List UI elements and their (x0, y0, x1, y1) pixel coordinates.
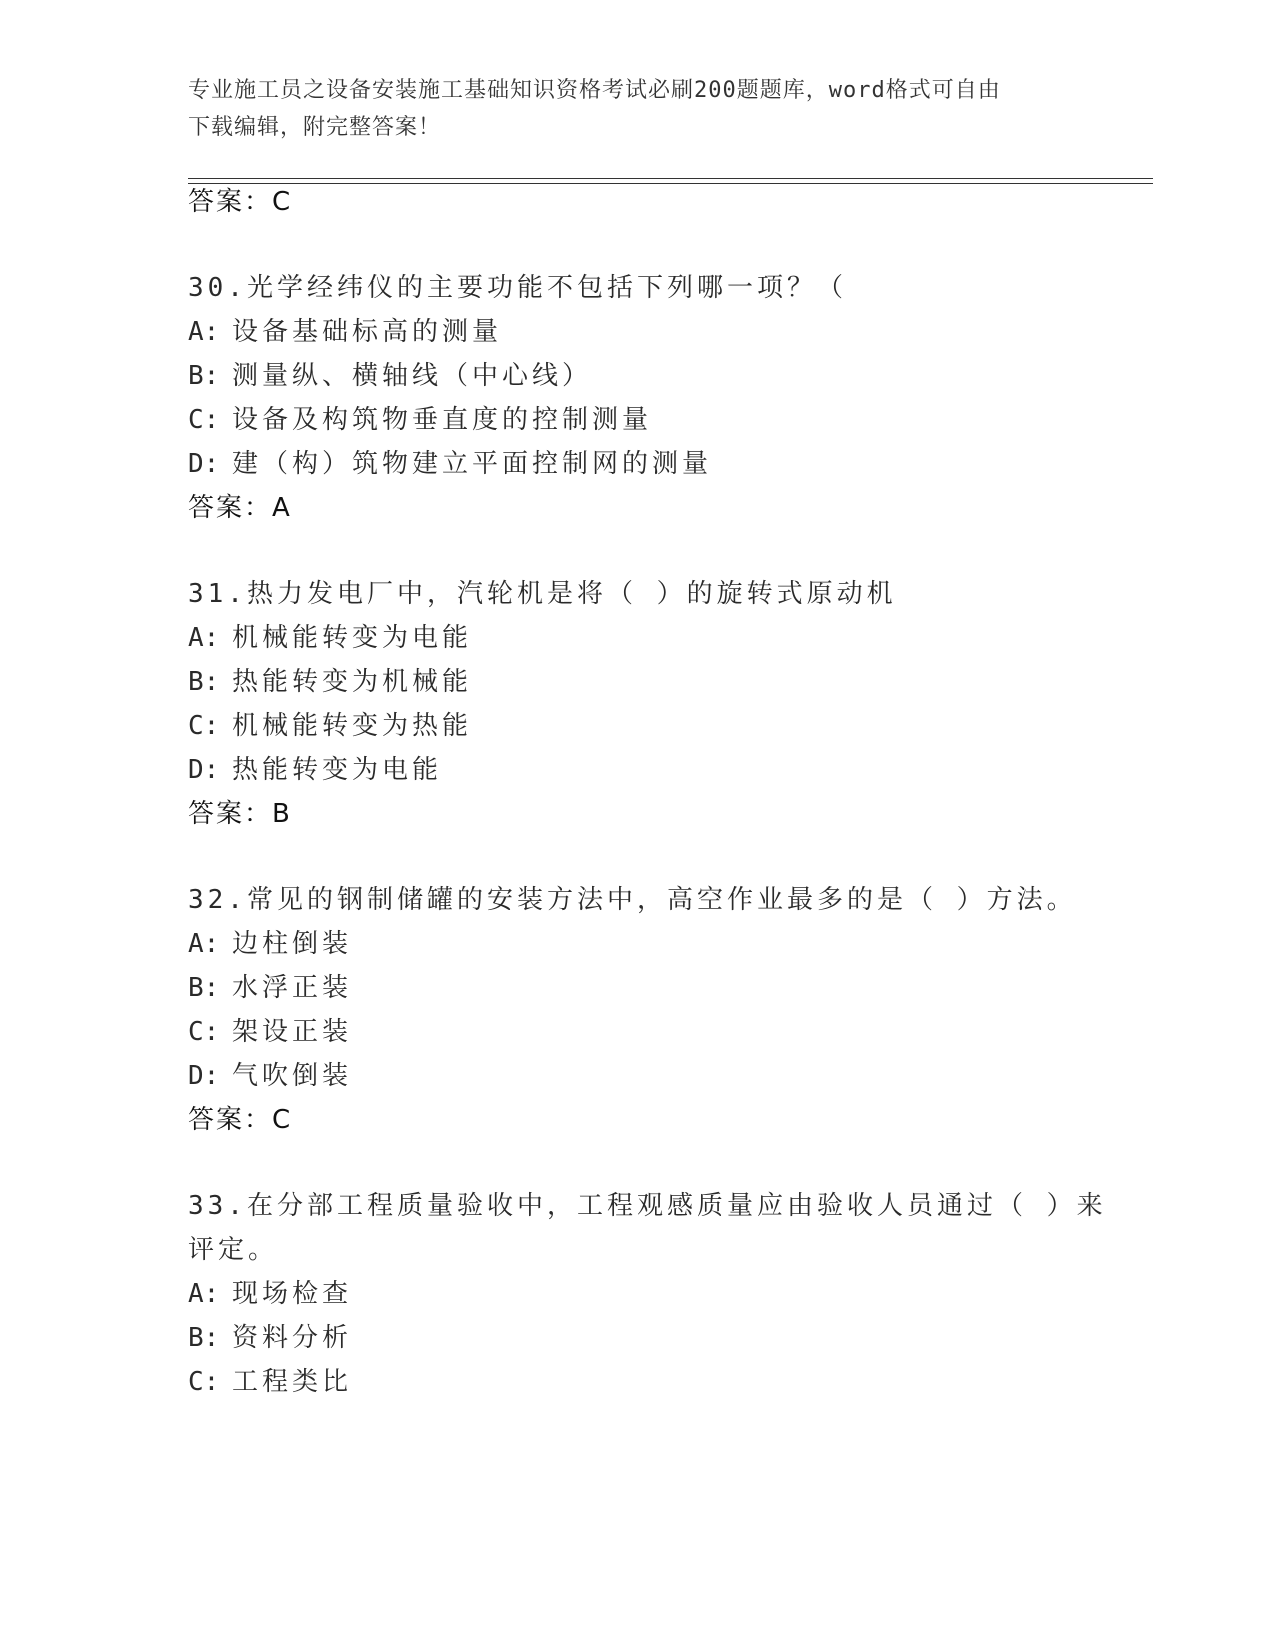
question-33-option-c (188, 1366, 352, 1398)
question-31-option-d (188, 754, 442, 786)
option-text: 架设正装 (232, 1017, 353, 1047)
question-30-stem: 30.光学经纬仪的主要功能不包括下列哪一项？（ (188, 273, 847, 303)
option-key: A: (188, 317, 220, 347)
option-text: 水浮正装 (232, 973, 353, 1003)
option-text: 气吹倒装 (232, 1061, 353, 1091)
question-33-option-a (188, 1278, 352, 1310)
answer-30: 答案：A (188, 493, 292, 523)
question-32-stem: 32.常见的钢制储罐的安装方法中，高空作业最多的是（ ）方法。 (188, 885, 1077, 915)
question-31-option-c (188, 710, 472, 742)
option-text: 热能转变为机械能 (232, 667, 473, 697)
answer-31: 答案：B (188, 799, 292, 829)
option-text: 建（构）筑物建立平面控制网的测量 (232, 449, 713, 479)
option-key: A: (188, 1279, 220, 1309)
option-key: A: (188, 623, 220, 653)
option-key: C: (188, 1017, 220, 1047)
question-33-stem-line-2: 评定。 (188, 1235, 279, 1265)
question-31-option-a (188, 622, 472, 654)
option-key: D: (188, 449, 220, 479)
question-30-option-c (188, 404, 652, 436)
option-text: 热能转变为电能 (232, 755, 443, 785)
option-text: 设备及构筑物垂直度的控制测量 (232, 405, 653, 435)
question-32-option-d (188, 1060, 352, 1092)
header-divider-bottom (188, 183, 1153, 184)
option-key: C: (188, 1367, 220, 1397)
option-key: A: (188, 929, 220, 959)
option-text: 测量纵、横轴线（中心线） (232, 361, 593, 391)
option-text: 资料分析 (232, 1323, 353, 1353)
option-key: C: (188, 711, 220, 741)
option-key: D: (188, 1061, 220, 1091)
answer-29: 答案：C (188, 187, 293, 217)
option-text: 机械能转变为电能 (232, 623, 473, 653)
option-text: 机械能转变为热能 (232, 711, 473, 741)
question-31-stem: 31.热力发电厂中，汽轮机是将（ ）的旋转式原动机 (188, 579, 897, 609)
option-key: B: (188, 361, 220, 391)
question-31-option-b (188, 666, 472, 698)
header-line-2: 下载编辑，附完整答案！ (188, 115, 442, 140)
question-33-stem-line-1: 33.在分部工程质量验收中，工程观感质量应由验收人员通过（ ）来 (188, 1191, 1107, 1221)
question-32-option-b (188, 972, 352, 1004)
option-key: B: (188, 1323, 220, 1353)
question-30-option-a (188, 316, 502, 348)
question-33-option-b (188, 1322, 352, 1354)
question-30-option-d (188, 448, 712, 480)
document-header (188, 72, 1088, 146)
question-32-option-c (188, 1016, 352, 1048)
option-text: 现场检查 (232, 1279, 353, 1309)
option-key: D: (188, 755, 220, 785)
question-32-option-a (188, 928, 352, 960)
option-key: C: (188, 405, 220, 435)
option-text: 设备基础标高的测量 (232, 317, 503, 347)
header-line-1: 专业施工员之设备安装施工基础知识资格考试必刷200题题库，word格式可自由 (188, 78, 1001, 103)
option-key: B: (188, 973, 220, 1003)
option-text: 工程类比 (232, 1367, 353, 1397)
header-divider-top (188, 178, 1153, 179)
option-key: B: (188, 667, 220, 697)
question-30-option-b (188, 360, 592, 392)
answer-32: 答案：C (188, 1105, 293, 1135)
option-text: 边柱倒装 (232, 929, 353, 959)
